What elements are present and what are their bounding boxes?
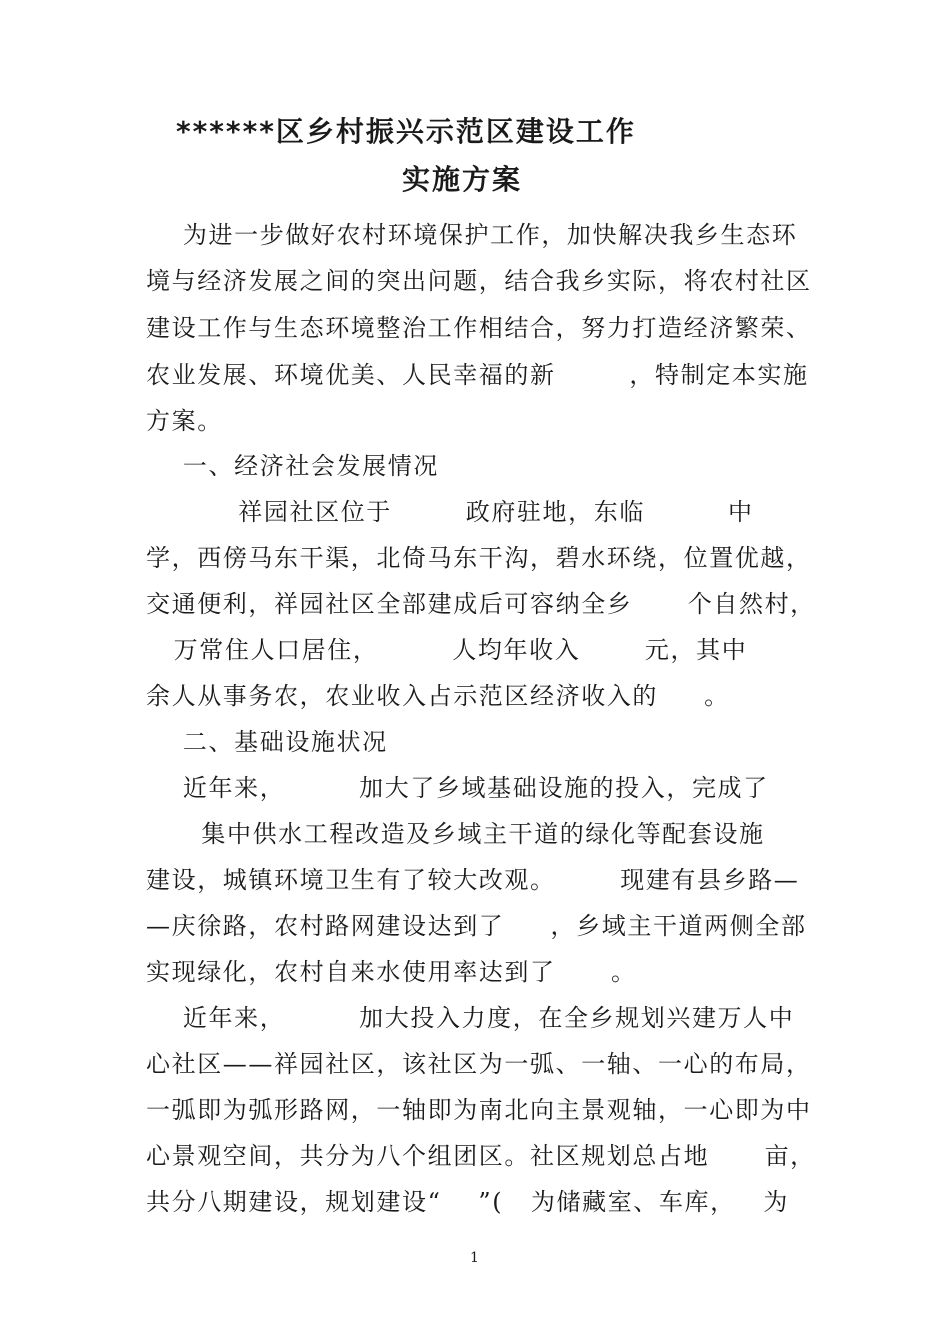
body-line-5: 方案。 [146, 407, 223, 435]
section-heading-1: 一、经济社会发展情况 [146, 452, 439, 480]
section-heading-2: 二、基础设施状况 [146, 728, 388, 756]
body-line-4: 农业发展、环境优美、人民幸福的新 ，特制定本实施 [146, 361, 809, 389]
body-line-13: 建设，城镇环境卫生有了较大改观。 现建有县乡路— [146, 866, 800, 894]
body-line-6: 祥园社区位于 政府驻地，东临 中 [146, 498, 754, 526]
body-line-19: 心景观空间，共分为八个组团区。社区规划总占地 亩， [146, 1142, 816, 1170]
page-number: 1 [470, 1250, 479, 1266]
body-line-18: 一弧即为弧形路网，一轴即为南北向主景观轴，一心即为中 [146, 1096, 812, 1124]
body-line-7: 学，西傍马东干渠，北倚马东干沟，碧水环绕，位置优越， [146, 544, 812, 572]
body-line-3: 建设工作与生态环境整治工作相结合，努力打造经济繁荣、 [146, 314, 812, 342]
document-subtitle: 实施方案 [402, 163, 523, 196]
body-line-8: 交通便利，祥园社区全部建成后可容纳全乡 个自然村， [146, 590, 816, 618]
body-line-20: 共分八期建设，规划建设“ ”( 为储藏室、车库， 为 [146, 1188, 789, 1216]
body-line-15: 实现绿化，农村自来水使用率达到了 。 [146, 958, 637, 986]
body-line-16: 近年来， 加大投入力度，在全乡规划兴建万人中 [146, 1004, 795, 1032]
body-line-2: 境与经济发展之间的突出问题，结合我乡实际，将农村社区 [146, 267, 812, 295]
document-title: ******区乡村振兴示范区建设工作 [176, 115, 636, 148]
body-line-1: 为进一步做好农村环境保护工作，加快解决我乡生态环 [146, 221, 798, 249]
body-line-14: —庆徐路，农村路网建设达到了 ，乡域主干道两侧全部 [146, 912, 807, 940]
body-line-10: 余人从事务农，农业收入占示范区经济收入的 。 [146, 682, 730, 710]
body-line-12: 集中供水工程改造及乡域主干道的绿化等配套设施 [146, 820, 765, 848]
body-line-9: 万常住人口居住， 人均年收入 元，其中 [146, 636, 748, 664]
body-line-17: 心社区——祥园社区，该社区为一弧、一轴、一心的布局， [146, 1050, 812, 1078]
body-line-11: 近年来， 加大了乡域基础设施的投入，完成了 [146, 774, 769, 802]
